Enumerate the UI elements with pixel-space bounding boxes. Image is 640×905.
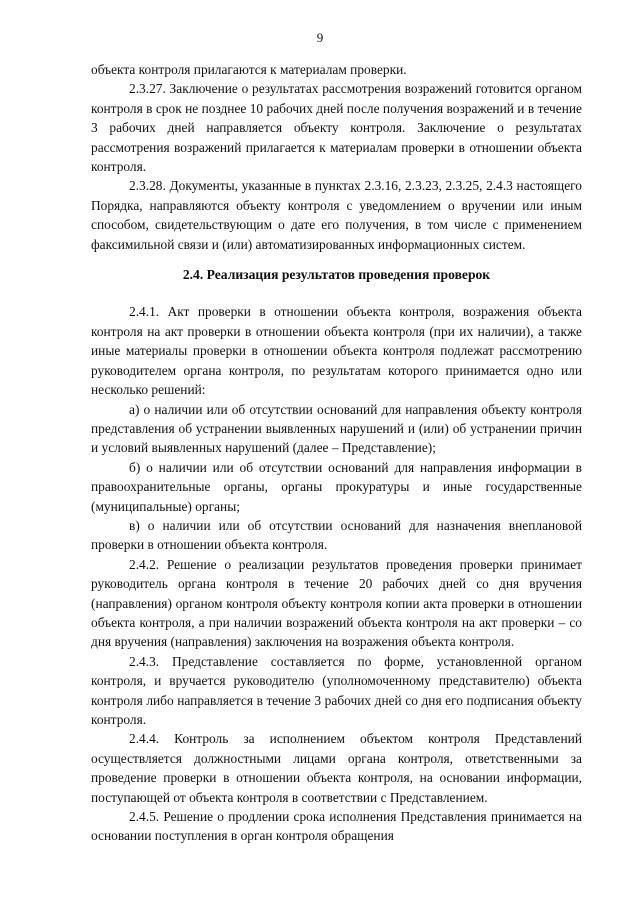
paragraph: 2.4.3. Представление составляется по форме, установленной органом контроля, и вручается руководителю (уполномоченному представителю) объекта контроля либо направляется в течение 3 рабочих дней со дня его подписания объекту контроля. <box>91 653 582 727</box>
paragraph: 2.4.1. Акт проверки в отношении объекта контроля, возражения объекта контроля на акт проверки в отношении объекта контроля (при их наличии), а также иные материалы проверки в отношении объекта контроля подлежат рассмотрению руководителем органа контроля, по результатам которого принимается одно или несколько решений: <box>91 304 582 398</box>
paragraph: объекта контроля прилагаются к материалам проверки. <box>91 62 407 77</box>
paragraph: в) о наличии или об отсутствии оснований для назначения внеплановой проверки в отношении объекта контроля. <box>91 517 582 553</box>
paragraph: 2.3.28. Документы, указанные в пунктах 2.3.16, 2.3.23, 2.3.25, 2.4.3 настоящего Порядка, направляются объекту контроля с уведомлением о вручении или иным способом, свидетельствующим о дате его получения, в том числе с применением факсимильной связи и (или) автоматизированных информационных систем. <box>91 178 582 252</box>
paragraphs-after-heading <box>91 302 582 845</box>
paragraph: 2.3.27. Заключение о результатах рассмотрения возражений готовится органом контроля в срок не позднее 10 рабочих дней после получения возражений и в течение 3 рабочих дней направляется объекту контроля. Заключение о результатах рассмотрения возражений прилагается к материалам проверки в отношении объекта контроля. <box>91 81 582 175</box>
paragraphs-before-heading <box>91 60 582 254</box>
page-number: 9 <box>316 30 324 45</box>
paragraph: а) о наличии или об отсутствии оснований для направления объекту контроля представления об устранении выявленных нарушений и (или) об устранении причин и условий выявленных нарушений (далее – Представление); <box>91 401 582 456</box>
paragraph: 2.4.4. Контроль за исполнением объектом контроля Представлений осуществляется должностными лицами органа контроля, ответственными за проведение проверки в отношении объекта контроля, на основании информации, поступающей от объекта контроля в соответствии с Представлением. <box>91 731 582 805</box>
paragraph: 2.4.5. Решение о продлении срока исполнения Представления принимается на основании поступления в орган контроля обращения <box>91 809 582 844</box>
paragraph: 2.4.2. Решение о реализации результатов проведения проверки принимает руководитель органа контроля в течение 20 рабочих дней со дня вручения (направления) органом контроля объекту контроля копии акта проверки в отношении объекта контроля, а при наличии возражений объекта контроля на акт проверки – со дня вручения (направления) заключения на возражения объекта контроля. <box>91 556 582 650</box>
section-heading: 2.4. Реализация результатов проведения проверок <box>182 267 491 283</box>
document-body <box>91 60 582 846</box>
paragraph: б) о наличии или об отсутствии оснований для направления информации в правоохранительные органы, органы прокуратуры и иные государственные (муниципальные) органы; <box>91 459 582 514</box>
